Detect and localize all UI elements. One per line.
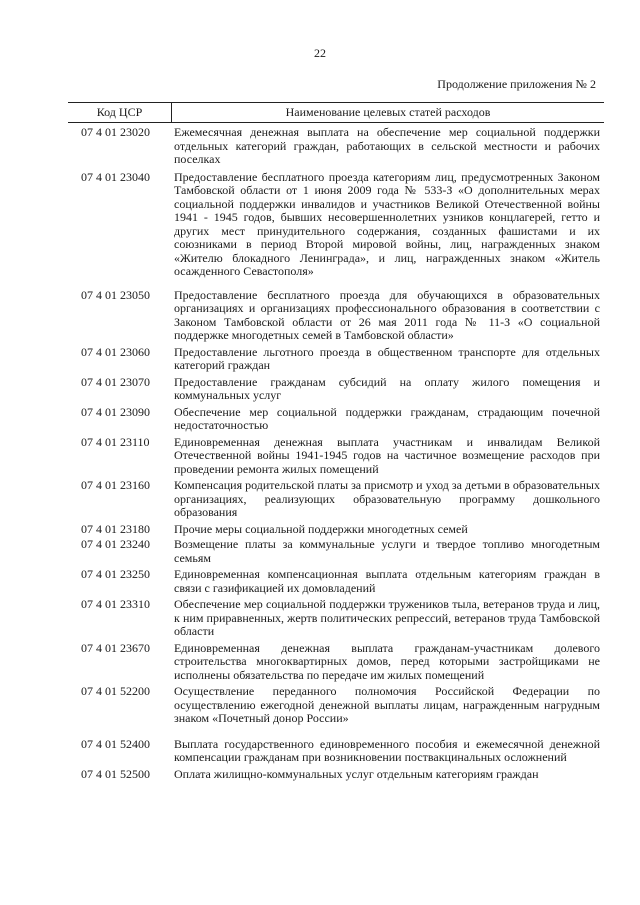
table-row [68,568,604,595]
table-row [68,685,604,726]
row-name: Выплата государственного единовременного пособия и ежемесячной денежной компенсации гражданам при возникновении поствакцинальных осложнений [174,736,600,764]
target-expense-table [68,102,604,781]
row-code: 07 4 01 23180 [81,521,150,536]
table-row [68,768,604,782]
row-code: 07 4 01 23040 [81,169,150,184]
table-row [68,538,604,565]
row-name: Обеспечение мер социальной поддержки тружеников тыла, ветеранов труда и лиц, к ним приравненных, жертв политических репрессий, ветеранов труда Тамбовской области [174,597,600,638]
table-row [68,598,604,639]
row-name: Единовременная денежная выплата участникам и инвалидам Великой Отечественной войны 1941-1945 годов на частичное возмещение расходов при проведении ремонта жилых помещений [174,434,600,476]
row-code: 07 4 01 23250 [81,567,150,581]
row-code: 07 4 01 23050 [81,287,150,302]
row-name: Предоставление гражданам субсидий на оплату жилого помещения и коммунальных услуг [174,374,600,402]
page-number: 22 [314,46,326,60]
table-row [68,406,604,433]
row-name: Возмещение платы за коммунальные услуги и твердое топливо многодетным семьям [174,537,600,565]
table-row [68,642,604,683]
row-code: 07 4 01 52400 [81,736,150,751]
header-name: Наименование целевых статей расходов [171,103,604,122]
row-code: 07 4 01 23090 [81,404,150,419]
table-row [68,346,604,373]
row-name: Единовременная компенсационная выплата отдельным категориям граждан в связи с газификацией их домовладений [174,567,600,595]
row-code: 07 4 01 23310 [81,597,150,611]
row-code: 07 4 01 23160 [81,478,150,492]
row-code: 07 4 01 23110 [81,434,150,449]
table-row [68,523,604,537]
table-header [68,102,604,123]
row-code: 07 4 01 23070 [81,374,150,389]
table-row [68,376,604,403]
row-name: Осуществление переданного полномочия Российской Федерации по осуществлению ежегодной денежной выплаты лицам, награжденным нагрудным знаком «Почетный донор России» [174,684,600,725]
table-row [68,738,604,765]
row-name: Оплата жилищно-коммунальных услуг отдельным категориям граждан [174,766,539,781]
row-name: Ежемесячная денежная выплата на обеспечение мер социальной поддержки отдельных категорий граждан, работающих в сельской местности и рабочих поселках [174,125,600,166]
row-code: 07 4 01 52500 [81,766,150,781]
row-name: Единовременная денежная выплата гражданам-участникам долевого строительства многоквартирных домов, перед которыми застройщиками не исполнены обязательства по передаче им жилых помещений [174,640,600,682]
row-code: 07 4 01 52200 [81,684,150,698]
header-code: Код ЦСР [96,105,143,119]
row-name: Обеспечение мер социальной поддержки гражданам, страдающим почечной недостаточностью [174,404,600,432]
row-code: 07 4 01 23240 [81,537,150,551]
table-row [68,479,604,520]
row-name: Прочие меры социальной поддержки многодетных семей [174,521,468,536]
row-code: 07 4 01 23020 [81,125,150,139]
row-name: Предоставление бесплатного проезда для обучающихся в образовательных организациях и организациях профессионального образования в соответствии с Законом Тамбовской области от 26 мая 2011 года № 11-З «О социальной поддержке многодетных семей в Тамбовской области» [174,287,600,342]
table-row [68,289,604,343]
row-name: Предоставление льготного проезда в общественном транспорте для отдельных категорий граждан [174,344,600,372]
row-code: 07 4 01 23670 [81,640,150,655]
table-row [68,436,604,477]
row-code: 07 4 01 23060 [81,344,150,359]
appendix-continuation-note: Продолжение приложения № 2 [437,77,596,91]
table-row [68,126,604,167]
table-row [68,171,604,279]
row-name: Предоставление бесплатного проезда категориям лиц, предусмотренных Законом Тамбовской области от 1 июня 2009 года № 533-З «О дополнительных мерах социальной поддержки инвалидов и участников Великой Отечественной войны 1941 - 1945 годов, бывших несовершеннолетних узников концлагерей, гетто и других мест принудительного содержания, созданных фашистами и их союзниками в период Второй мировой войны, лиц, награжденных знаком «Жителю блокадного Ленинграда», и лиц, награжденных знаком «Житель осажденного Севастополя» [174,169,600,278]
row-name: Компенсация родительской платы за присмотр и уход за детьми в образовательных организациях, реализующих образовательную программу дошкольного образования [174,478,600,519]
